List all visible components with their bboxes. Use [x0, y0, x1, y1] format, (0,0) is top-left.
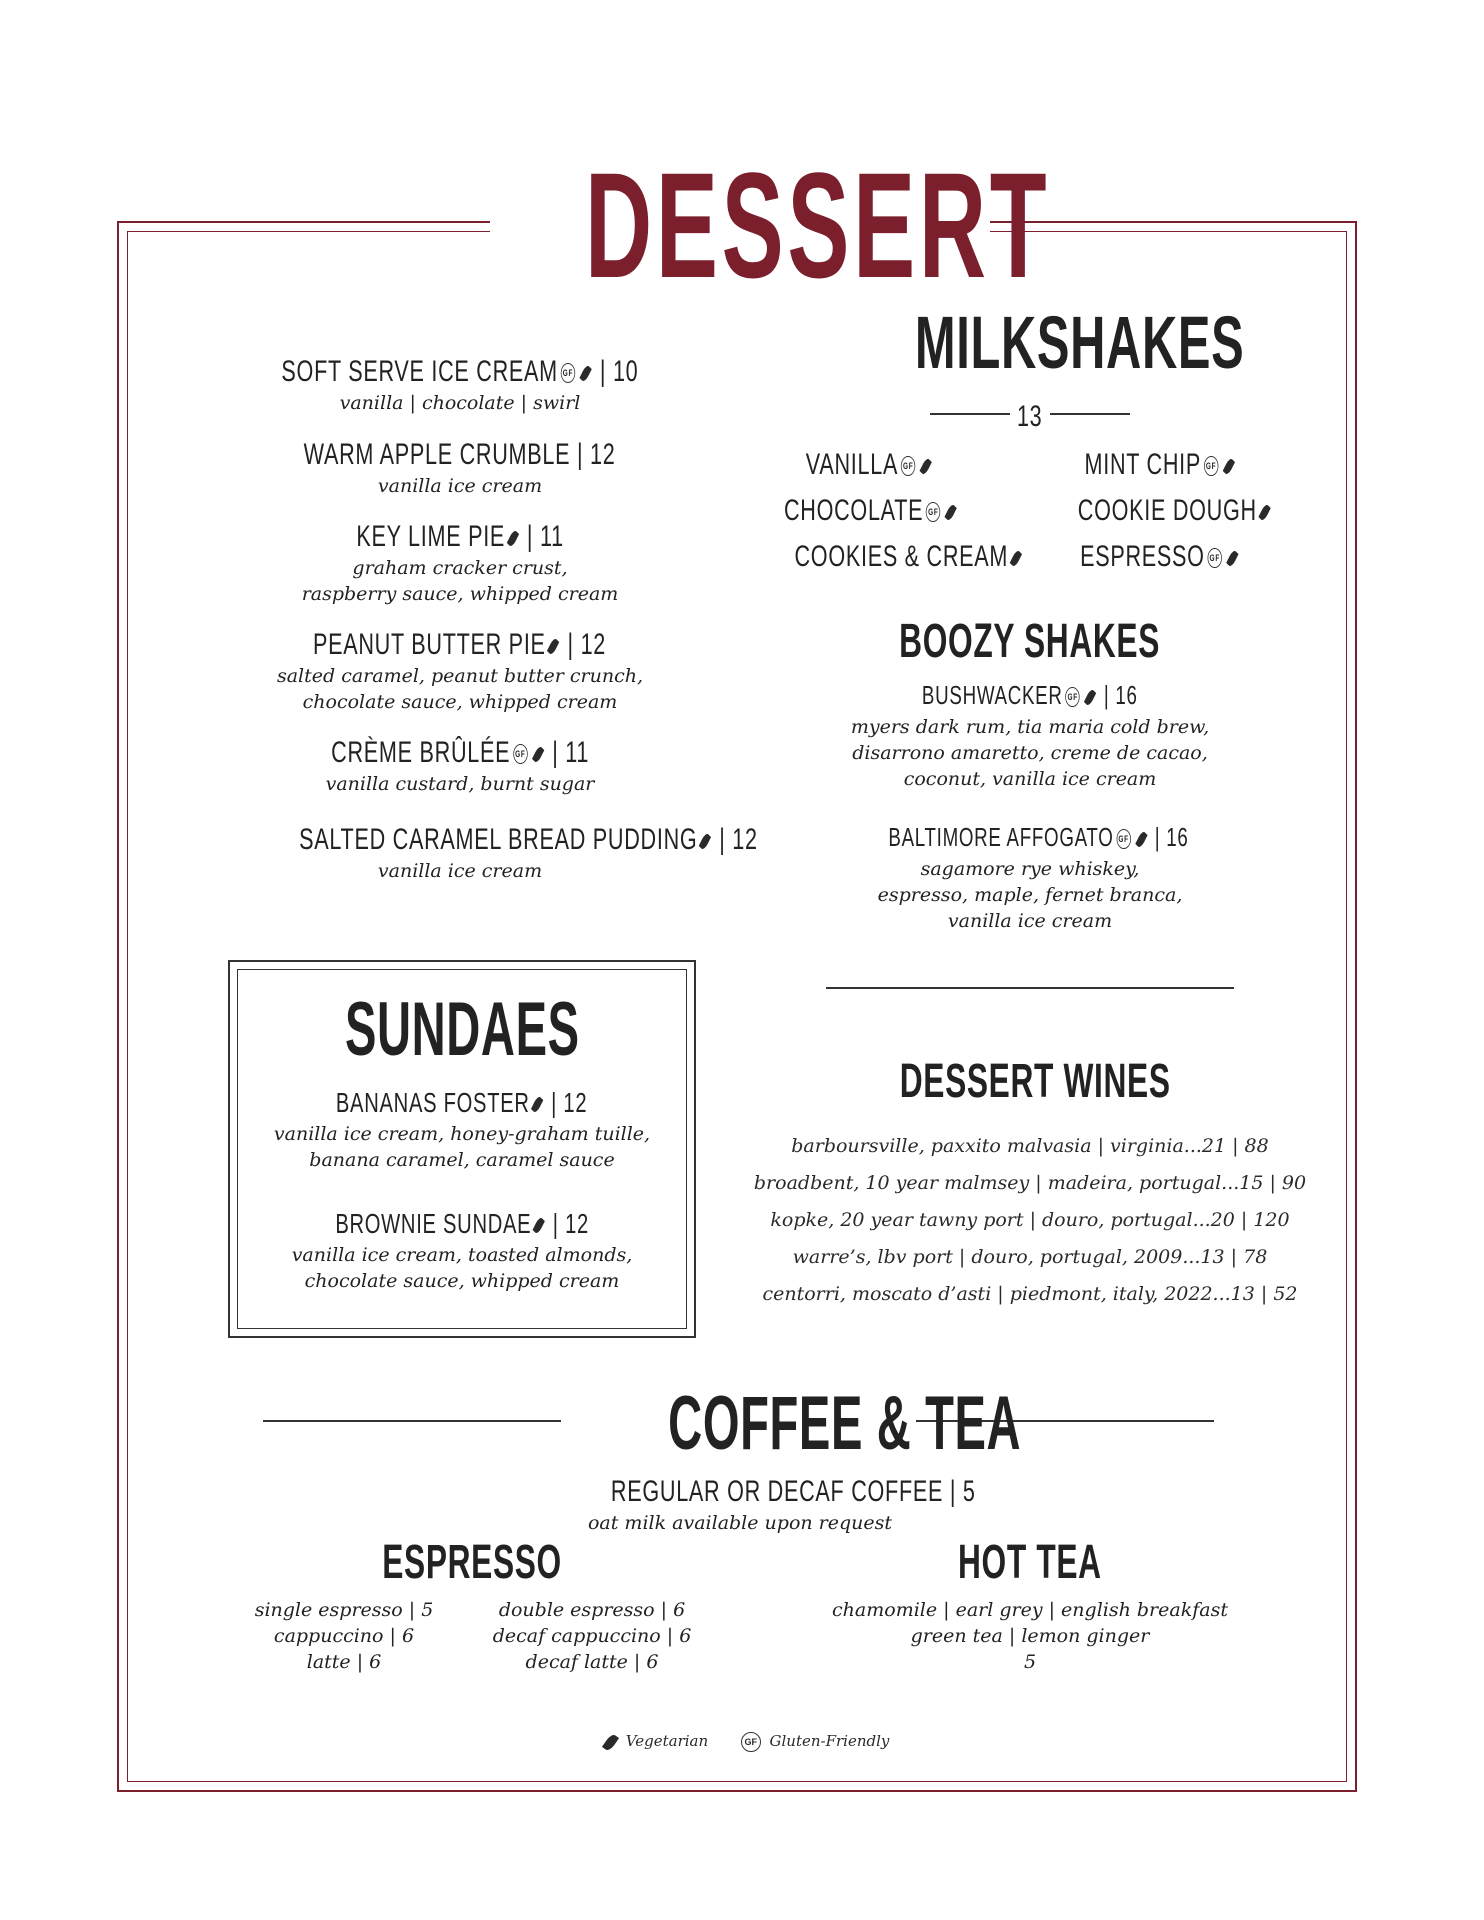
wine-item: barboursville, paxxito malvasia | virginia...21 | 88	[791, 1135, 1269, 1157]
milkshake-flavor-name: CHOCOLATE	[783, 494, 924, 527]
menu-item-name-wrap	[299, 822, 758, 858]
menu-item-name-line	[830, 819, 1230, 856]
menu-item-description: graham cracker crust,	[352, 557, 568, 579]
menu-item-name: KEY LIME PIE	[356, 520, 505, 553]
espresso-item: double espresso | 6	[498, 1599, 686, 1621]
gf-icon: GF	[513, 744, 527, 764]
leaf-icon	[1084, 688, 1096, 707]
menu-item-name-wrap	[331, 735, 589, 771]
regular-coffee-name: REGULAR OR DECAF COFFEE	[610, 1475, 944, 1508]
menu-item-price: 11	[539, 520, 564, 553]
leaf-icon	[580, 364, 592, 383]
leaf-icon	[1010, 549, 1022, 568]
milkshake-flavor-wrap	[1080, 534, 1240, 580]
boozy-heading: BOOZY SHAKES	[899, 615, 1161, 668]
menu-item-name-wrap	[336, 1085, 587, 1121]
milkshake-flavor-wrap	[1084, 442, 1236, 488]
milkshake-flavor-name: COOKIE DOUGH	[1077, 494, 1257, 527]
milkshake-price-text: 13	[1017, 400, 1043, 433]
menu-item-name-wrap	[922, 677, 1138, 713]
milkshake-flavor-name: ESPRESSO	[1080, 540, 1205, 573]
wine-list	[730, 1128, 1330, 1313]
wines-heading: DESSERT WINES	[899, 1055, 1171, 1108]
espresso-section	[336, 1536, 596, 1590]
milkshake-flavor	[1040, 442, 1280, 488]
menu-item-description: myers dark rum, tia maria cold brew,	[850, 716, 1210, 738]
menu-item-description: vanilla custard, burnt sugar	[325, 773, 595, 795]
menu-item-description: vanilla ice cream	[947, 910, 1113, 932]
regular-coffee-note: oat milk available upon request	[587, 1512, 893, 1534]
price-separator: |	[712, 823, 733, 856]
menu-item-description: vanilla ice cream	[377, 860, 543, 882]
menu-item-description: coconut, vanilla ice cream	[903, 768, 1157, 790]
menu-item	[210, 354, 710, 416]
menu-item-description: banana caramel, caramel sauce	[309, 1149, 615, 1171]
menu-item	[210, 437, 710, 499]
milkshake-flavor	[750, 534, 1009, 580]
menu-item-price: 12	[732, 823, 758, 856]
milkshake-price	[1010, 399, 1050, 435]
sundaes-section	[262, 987, 662, 1072]
leaf-icon	[506, 529, 518, 548]
leaf-icon	[602, 1732, 619, 1751]
milkshake-flavor	[1040, 488, 1280, 534]
menu-item-name: WARM APPLE CRUMBLE	[304, 438, 571, 471]
tea-item: chamomile | earl grey | english breakfast	[832, 1599, 1228, 1621]
regular-coffee-price: 5	[962, 1475, 976, 1508]
gf-icon: GF	[1203, 456, 1217, 476]
hot-tea-section	[900, 1536, 1160, 1590]
menu-item-price: 12	[581, 628, 607, 661]
menu-item-price: 12	[563, 1087, 588, 1118]
leaf-icon	[533, 1216, 545, 1235]
gf-icon: GF	[1066, 687, 1080, 707]
price-separator: |	[1098, 680, 1116, 710]
menu-item-price: 12	[590, 438, 616, 471]
menu-item-description: chocolate sauce, whipped cream	[304, 1270, 620, 1292]
price-separator: |	[561, 628, 582, 661]
wine-item: centorri, moscato d’asti | piedmont, italy, 2022...13 | 52	[762, 1283, 1298, 1305]
menu-item-name-line	[210, 354, 710, 390]
menu-item-name-line	[210, 735, 710, 771]
menu-item-name-wrap	[304, 437, 616, 473]
tea-item: green tea | lemon ginger	[910, 1625, 1150, 1647]
menu-item-name: PEANUT BUTTER PIE	[313, 628, 547, 661]
menu-item-name-line	[237, 1085, 687, 1121]
menu-item	[210, 519, 710, 607]
leaf-icon	[1226, 549, 1238, 568]
espresso-left-col	[244, 1597, 444, 1675]
leaf-icon	[699, 832, 711, 851]
leaf-icon	[1222, 457, 1234, 476]
coffee-heading: COFFEE & TEA	[668, 1381, 1022, 1466]
price-separator: |	[520, 520, 540, 553]
milkshake-price-rule-left	[930, 413, 1010, 415]
milkshake-flavor-wrap	[784, 488, 959, 534]
milkshakes-heading: MILKSHAKES	[914, 301, 1245, 384]
menu-item-price: 11	[565, 736, 590, 769]
milkshake-flavor-wrap	[794, 534, 1023, 580]
leaf-icon	[1135, 830, 1147, 849]
menu-item-name-line	[210, 627, 710, 663]
leaf-icon	[1258, 503, 1270, 522]
menu-item-name-line	[210, 519, 710, 555]
wine-item: kopke, 20 year tawny port | douro, portugal...20 | 120	[770, 1209, 1290, 1231]
menu-item-description: chocolate sauce, whipped cream	[302, 691, 618, 713]
menu-item-name-wrap	[335, 1206, 589, 1242]
menu-item-description: salted caramel, peanut butter crunch,	[276, 665, 644, 687]
menu-item-name-wrap	[888, 819, 1188, 855]
menu-item-price: 16	[1115, 680, 1138, 710]
milkshake-flavor-name: MINT CHIP	[1084, 448, 1201, 481]
boozy-section	[830, 615, 1230, 669]
milkshakes-right-col	[1040, 442, 1280, 580]
tea-item: 5	[1023, 1651, 1037, 1673]
menu-item-name: SOFT SERVE ICE CREAM	[281, 355, 558, 388]
menu-item-description: raspberry sauce, whipped cream	[301, 583, 619, 605]
menu-item-description: sagamore rye whiskey,	[920, 858, 1140, 880]
menu-item	[237, 1206, 687, 1294]
menu-item-description: disarrono amaretto, creme de cacao,	[852, 742, 1208, 764]
price-separator: |	[593, 355, 614, 388]
milkshake-flavor-name: COOKIES & CREAM	[794, 540, 1009, 573]
leaf-icon	[945, 503, 957, 522]
milkshake-flavor-wrap	[1078, 488, 1272, 534]
menu-item	[210, 822, 758, 884]
espresso-item: decaf cappuccino | 6	[492, 1625, 692, 1647]
wines-divider	[826, 987, 1234, 989]
menu-item-description: vanilla | chocolate | swirl	[339, 392, 581, 414]
espresso-item: latte | 6	[306, 1651, 382, 1673]
hot-tea-heading: HOT TEA	[958, 1536, 1102, 1589]
menu-item	[830, 677, 1230, 792]
milkshakes-section	[830, 301, 1245, 384]
menu-title: DESSERT	[585, 141, 1051, 309]
hot-tea-list	[800, 1597, 1260, 1675]
menu-item-description: espresso, maple, fernet branca,	[877, 884, 1183, 906]
menu-item-name: CRÈME BRÛLÉE	[330, 736, 511, 769]
menu-item-name: BUSHWACKER	[922, 680, 1063, 710]
regular-coffee: REGULAR OR DECAF COFFEE | 5 oat milk available upon request	[540, 1474, 940, 1536]
milkshake-flavor	[1040, 534, 1280, 580]
price-separator: |	[546, 1208, 565, 1239]
menu-item	[237, 1085, 687, 1173]
price-separator: |	[1148, 822, 1167, 852]
menu-item-name: BROWNIE SUNDAE	[335, 1208, 532, 1239]
legend	[600, 1732, 900, 1752]
leaf-icon	[548, 637, 560, 656]
milkshake-flavor	[750, 442, 990, 488]
milkshake-flavor-wrap	[806, 442, 934, 488]
legend-veg-label: Vegetarian	[625, 1732, 709, 1750]
menu-item-name-wrap	[281, 354, 638, 390]
price-separator: |	[545, 736, 566, 769]
gf-icon: GF	[741, 1732, 761, 1752]
menu-item-name-wrap	[313, 627, 606, 663]
gf-icon: GF	[561, 363, 575, 383]
menu-item-name-wrap	[356, 519, 563, 555]
menu-item	[830, 819, 1230, 934]
menu-item-price: 12	[564, 1208, 589, 1239]
coffee-rule-left	[263, 1420, 561, 1422]
gf-icon: GF	[1116, 829, 1130, 849]
menu-item-price: 10	[613, 355, 639, 388]
menu-item-name: BALTIMORE AFFOGATO	[888, 822, 1114, 852]
price-separator: |	[570, 438, 591, 471]
menu-item-name-line	[830, 677, 1230, 714]
leaf-icon	[531, 1095, 543, 1114]
menu-item-name: BANANAS FOSTER	[336, 1087, 531, 1118]
gf-icon: GF	[926, 502, 940, 522]
menu-item-description: vanilla ice cream, toasted almonds,	[291, 1244, 633, 1266]
menu-item	[210, 627, 710, 715]
menu-item-name-line	[210, 822, 758, 858]
menu-item-name-line	[237, 1206, 687, 1242]
milkshake-flavor	[750, 488, 990, 534]
gf-icon: GF	[1208, 548, 1222, 568]
coffee-section	[560, 1381, 1022, 1466]
wines-section	[830, 1055, 1230, 1109]
espresso-item: single espresso | 5	[254, 1599, 434, 1621]
leaf-icon	[532, 745, 544, 764]
milkshake-price-rule-right	[1050, 413, 1130, 415]
menu-item-description: vanilla ice cream	[377, 475, 543, 497]
menu-item-price: 16	[1166, 822, 1189, 852]
gf-icon: GF	[901, 456, 915, 476]
menu-item-name: SALTED CARAMEL BREAD PUDDING	[299, 823, 698, 856]
leaf-icon	[920, 457, 932, 476]
price-separator: |	[545, 1087, 564, 1118]
espresso-right-col	[482, 1597, 702, 1675]
espresso-item: cappuccino | 6	[273, 1625, 415, 1647]
legend-gf-label: Gluten-Friendly	[769, 1732, 890, 1750]
menu-item	[210, 735, 710, 797]
menu-item-description: vanilla ice cream, honey-graham tuille,	[273, 1123, 651, 1145]
milkshake-flavor-name: VANILLA	[806, 448, 899, 481]
wine-item: warre’s, lbv port | douro, portugal, 2009...13 | 78	[792, 1246, 1268, 1268]
espresso-heading: ESPRESSO	[382, 1536, 562, 1589]
menu-item-name-line	[210, 437, 710, 473]
sundaes-heading: SUNDAES	[344, 987, 580, 1072]
espresso-item: decaf latte | 6	[525, 1651, 659, 1673]
milkshakes-left-col	[750, 442, 1009, 580]
wine-item: broadbent, 10 year malmsey | madeira, portugal...15 | 90	[753, 1172, 1307, 1194]
